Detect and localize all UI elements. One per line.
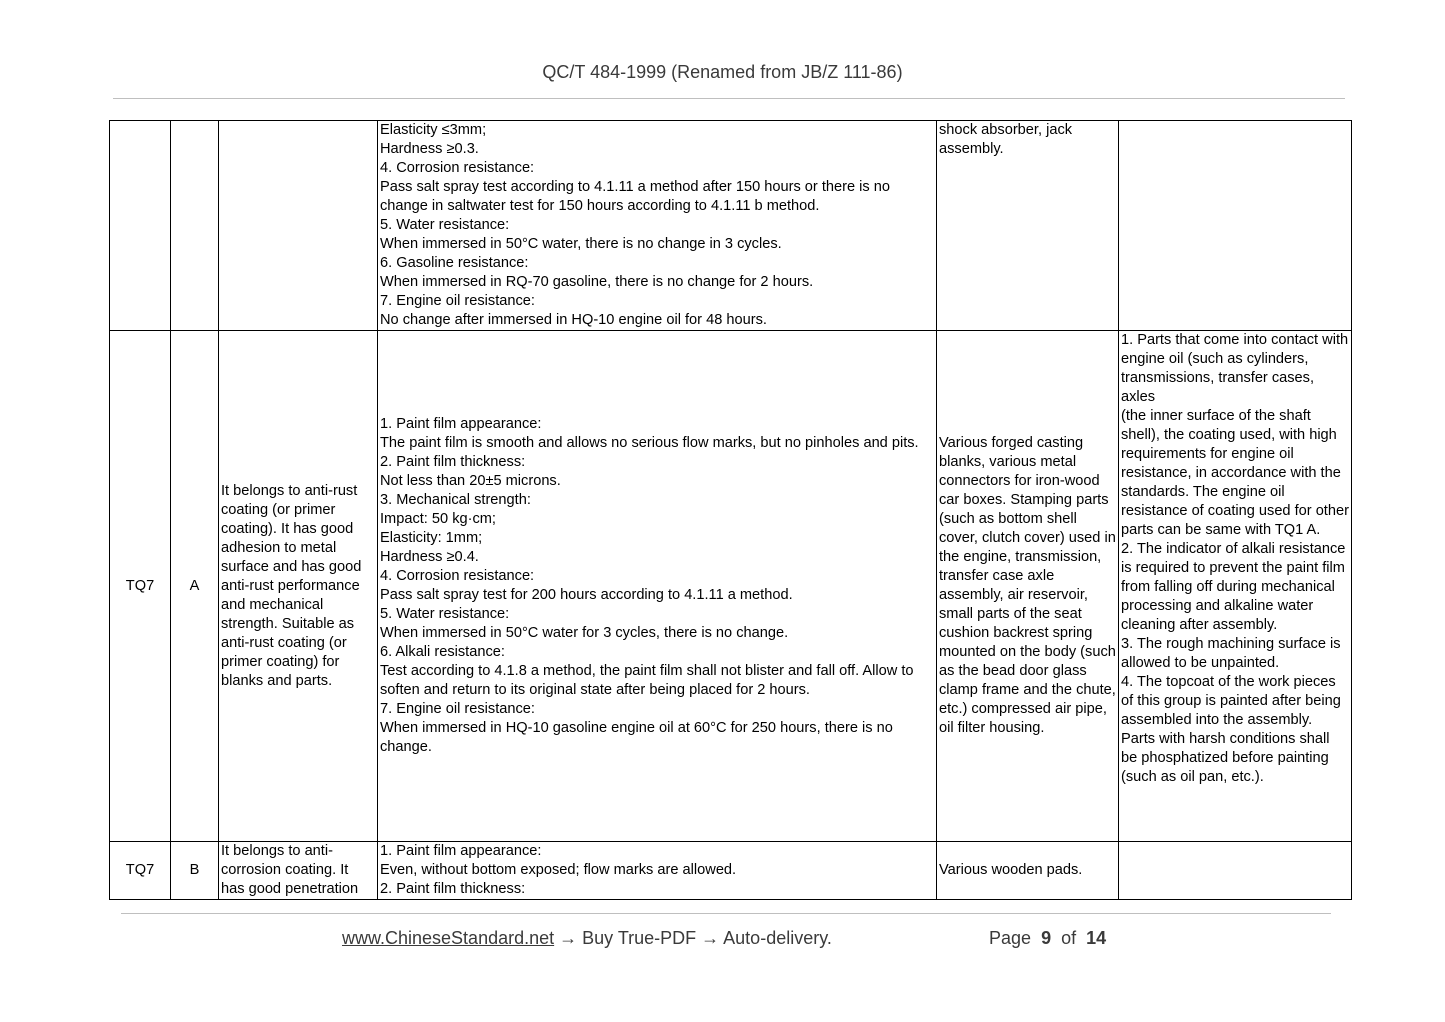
requirement-line: When immersed in RQ-70 gasoline, there is no change for 2 hours. <box>380 274 814 290</box>
requirement-line: No change after immersed in HQ-10 engine oil for 48 hours. <box>380 312 767 328</box>
table-row <box>110 121 1352 331</box>
application-cell: Various wooden pads. <box>937 842 1119 900</box>
footer-divider <box>121 913 1331 914</box>
note-line: 1. Parts that come into contact with engine oil (such as cylinders, transmissions, transfer cases, axles <box>1121 332 1353 405</box>
notes-cell <box>1119 121 1352 331</box>
requirements-cell <box>378 121 937 331</box>
requirement-line: Pass salt spray test according to 4.1.11 a method after 150 hours or there is no change in saltwater test for 150 hours according to 4.1.11 b method. <box>380 179 895 214</box>
footer-promo <box>342 928 832 949</box>
requirement-line: When immersed in 50°C water for 3 cycles, there is no change. <box>380 625 789 641</box>
requirement-line: Elasticity ≤3mm; <box>380 122 487 138</box>
requirement-line: 6. Alkali resistance: <box>380 644 505 660</box>
requirement-line: Pass salt spray test for 200 hours according to 4.1.11 a method. <box>380 587 793 603</box>
requirement-line: 5. Water resistance: <box>380 606 510 622</box>
requirements-cell <box>378 842 937 900</box>
requirement-line: The paint film is smooth and allows no serious flow marks, but no pinholes and pits. <box>380 435 919 451</box>
requirement-line: 7. Engine oil resistance: <box>380 701 535 717</box>
document-header-title: QC/T 484-1999 (Renamed from JB/Z 111-86) <box>542 62 903 82</box>
description-cell <box>219 121 378 331</box>
requirement-line: When immersed in HQ-10 gasoline engine oil at 60°C for 250 hours, there is no change. <box>380 720 897 755</box>
note-line: 2. The indicator of alkali resistance is required to prevent the paint film from falling off during mechanical processing and alkaline water cleaning after assembly. <box>1121 541 1350 633</box>
requirement-line: Hardness ≥0.4. <box>380 549 479 565</box>
header-divider <box>113 98 1345 99</box>
requirement-line: Elasticity: 1mm; <box>380 530 483 546</box>
requirement-line: 2. Paint film thickness: <box>380 881 526 897</box>
table-row <box>110 842 1352 900</box>
requirement-line: 4. Corrosion resistance: <box>380 568 535 584</box>
requirement-line: 2. Paint film thickness: <box>380 454 526 470</box>
requirements-cell <box>378 331 937 842</box>
page-indicator <box>989 928 1106 949</box>
note-line: (the inner surface of the shaft shell), the coating used, with high requirements for engine oil resistance, in accordance with the standards. The engine oil resistance of coating used for other parts can be same with TQ1 A. <box>1121 408 1354 538</box>
requirement-line: 4. Corrosion resistance: <box>380 160 535 176</box>
footer-tagline: → Buy True-PDF → Auto-delivery. <box>554 928 832 948</box>
page-total: 14 <box>1086 928 1107 948</box>
requirement-line: 3. Mechanical strength: <box>380 492 531 508</box>
grade-cell: B <box>171 842 219 900</box>
requirement-line: 1. Paint film appearance: <box>380 843 542 859</box>
page-current: 9 <box>1041 928 1052 948</box>
note-line: 4. The topcoat of the work pieces of this group is painted after being assembled into the assembly. Parts with harsh conditions shall be phosphatized before painting (such as oil pan, etc.). <box>1121 674 1345 785</box>
notes-cell <box>1119 842 1352 900</box>
requirement-line: 6. Gasoline resistance: <box>380 255 529 271</box>
requirement-line: Hardness ≥0.3. <box>380 141 479 157</box>
requirement-line: Not less than 20±5 microns. <box>380 473 561 489</box>
requirement-line: 1. Paint film appearance: <box>380 416 542 432</box>
code-cell <box>110 121 171 331</box>
grade-cell: A <box>171 331 219 842</box>
notes-cell <box>1119 331 1352 842</box>
application-cell: Various forged casting blanks, various metal connectors for iron-wood car boxes. Stamping parts (such as bottom shell cover, clutch cover) used in the engine, transmission, transfer case axle assembly, air reservoir, small parts of the seat cushion backrest spring mounted on the body (such as the bead door glass clamp frame and the chute, etc.) compressed air pipe, oil filter housing. <box>937 331 1119 842</box>
requirement-line: 7. Engine oil resistance: <box>380 293 535 309</box>
requirement-line: When immersed in 50°C water, there is no change in 3 cycles. <box>380 236 782 252</box>
requirement-line: 5. Water resistance: <box>380 217 510 233</box>
requirement-line: Impact: 50 kg·cm; <box>380 511 496 527</box>
description-text: It belongs to anti-corrosion coating. It has good penetration <box>221 843 359 897</box>
website-link[interactable]: www.ChineseStandard.net <box>342 928 555 948</box>
page-of: of <box>1061 928 1077 948</box>
specification-table <box>109 120 1352 900</box>
table-row <box>110 331 1352 842</box>
description-cell: It belongs to anti-rust coating (or primer coating). It has good adhesion to metal surface and has good anti-rust performance and mechanical strength. Suitable as anti-rust coating (or primer coating) for blanks and parts. <box>219 331 378 842</box>
note-line: 3. The rough machining surface is allowed to be unpainted. <box>1121 636 1345 671</box>
requirement-line: Test according to 4.1.8 a method, the paint film shall not blister and fall off. Allow to soften and return to its original state after being placed for 2 hours. <box>380 663 918 698</box>
application-cell: shock absorber, jack assembly. <box>937 121 1119 331</box>
code-cell: TQ7 <box>110 331 171 842</box>
description-cell <box>219 842 378 900</box>
code-cell: TQ7 <box>110 842 171 900</box>
page-word: Page <box>989 928 1032 948</box>
requirement-line: Even, without bottom exposed; flow marks are allowed. <box>380 862 737 878</box>
grade-cell <box>171 121 219 331</box>
